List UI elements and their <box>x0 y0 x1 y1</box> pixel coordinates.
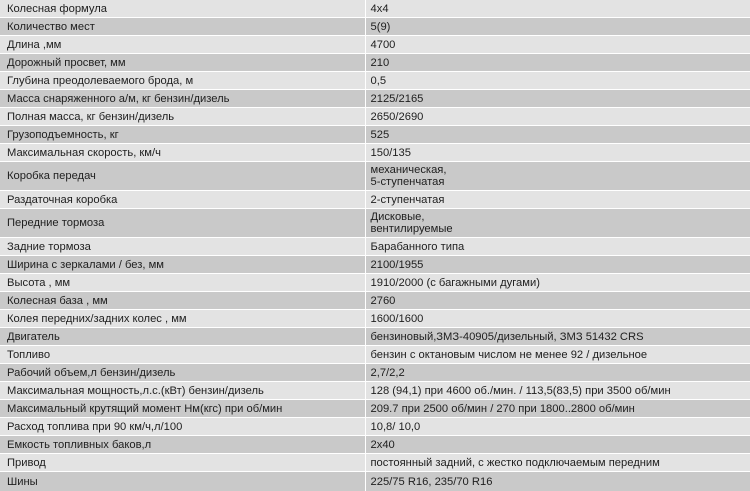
spec-value-line: 2125/2165 <box>371 93 750 105</box>
spec-value <box>365 310 750 328</box>
spec-value <box>365 0 750 18</box>
spec-value-line: 2,7/2,2 <box>371 367 750 379</box>
spec-label: Передние тормоза <box>0 209 365 238</box>
table-row <box>0 36 750 54</box>
spec-value-line: 525 <box>371 129 750 141</box>
spec-label: Топливо <box>0 346 365 364</box>
spec-value-line: Барабанного типа <box>371 241 750 253</box>
spec-value <box>365 274 750 292</box>
spec-label: Длина ,мм <box>0 36 365 54</box>
spec-value-line: постоянный задний, с жестко подключаемым передним <box>371 457 750 469</box>
spec-value-line: 209.7 при 2500 об/мин / 270 при 1800..2800 об/мин <box>371 403 750 415</box>
spec-value <box>365 346 750 364</box>
spec-value-line: механическая, <box>371 164 750 176</box>
table-row <box>0 400 750 418</box>
spec-value <box>365 382 750 400</box>
spec-label: Максимальная мощность,л.с.(кВт) бензин/дизель <box>0 382 365 400</box>
spec-label: Колесная база , мм <box>0 292 365 310</box>
spec-label: Колея передних/задних колес , мм <box>0 310 365 328</box>
spec-value-line: 2-ступенчатая <box>371 194 750 206</box>
spec-value <box>365 191 750 209</box>
spec-value <box>365 256 750 274</box>
spec-label: Полная масса, кг бензин/дизель <box>0 108 365 126</box>
spec-label: Коробка передач <box>0 162 365 191</box>
spec-value <box>365 126 750 144</box>
spec-label: Привод <box>0 454 365 472</box>
spec-value-line: вентилируемые <box>371 223 750 235</box>
table-row <box>0 162 750 191</box>
spec-value <box>365 472 750 491</box>
spec-label: Ширина с зеркалами / без, мм <box>0 256 365 274</box>
spec-label: Раздаточная коробка <box>0 191 365 209</box>
spec-value <box>365 18 750 36</box>
table-row <box>0 292 750 310</box>
spec-value <box>365 72 750 90</box>
spec-value <box>365 162 750 191</box>
spec-label: Емкость топливных баков,л <box>0 436 365 454</box>
table-row <box>0 436 750 454</box>
spec-label: Грузоподъемность, кг <box>0 126 365 144</box>
table-row <box>0 238 750 256</box>
table-row <box>0 209 750 238</box>
spec-label: Шины <box>0 472 365 491</box>
table-row <box>0 256 750 274</box>
table-row <box>0 144 750 162</box>
table-row <box>0 191 750 209</box>
spec-value-line: 150/135 <box>371 147 750 159</box>
spec-value <box>365 400 750 418</box>
spec-value-line: бензин с октановым числом не менее 92 / дизельное <box>371 349 750 361</box>
spec-value <box>365 144 750 162</box>
spec-value <box>365 328 750 346</box>
spec-value-line: 10,8/ 10,0 <box>371 421 750 433</box>
spec-value-line: 210 <box>371 57 750 69</box>
spec-value <box>365 436 750 454</box>
spec-value-line: 4х4 <box>371 3 750 15</box>
table-row <box>0 54 750 72</box>
spec-value <box>365 108 750 126</box>
spec-label: Колесная формула <box>0 0 365 18</box>
spec-value-line: 4700 <box>371 39 750 51</box>
spec-value <box>365 54 750 72</box>
spec-label: Количество мест <box>0 18 365 36</box>
spec-label: Глубина преодолеваемого брода, м <box>0 72 365 90</box>
spec-label: Расход топлива при 90 км/ч,л/100 <box>0 418 365 436</box>
table-row <box>0 346 750 364</box>
table-row <box>0 18 750 36</box>
table-row <box>0 328 750 346</box>
spec-label: Двигатель <box>0 328 365 346</box>
spec-label: Высота , мм <box>0 274 365 292</box>
spec-value-line: 2650/2690 <box>371 111 750 123</box>
table-row <box>0 0 750 18</box>
spec-label: Масса снаряженного а/м, кг бензин/дизель <box>0 90 365 108</box>
table-row <box>0 382 750 400</box>
spec-value <box>365 209 750 238</box>
table-row <box>0 274 750 292</box>
spec-value-line: 5-ступенчатая <box>371 176 750 188</box>
spec-value-line: 1910/2000 (с багажными дугами) <box>371 277 750 289</box>
table-row <box>0 364 750 382</box>
table-row <box>0 310 750 328</box>
spec-value <box>365 36 750 54</box>
spec-value-line: 5(9) <box>371 21 750 33</box>
spec-value-line: 2х40 <box>371 439 750 451</box>
spec-label: Задние тормоза <box>0 238 365 256</box>
spec-value <box>365 364 750 382</box>
spec-value <box>365 454 750 472</box>
spec-value <box>365 238 750 256</box>
spec-value-line: бензиновый,ЗМЗ-40905/дизельный, ЗМЗ 51432 CRS <box>371 331 750 343</box>
table-row <box>0 90 750 108</box>
spec-value-line: 2760 <box>371 295 750 307</box>
spec-value-line: Дисковые, <box>371 211 750 223</box>
spec-label: Дорожный просвет, мм <box>0 54 365 72</box>
spec-label: Максимальная скорость, км/ч <box>0 144 365 162</box>
table-row <box>0 472 750 491</box>
spec-label: Рабочий объем,л бензин/дизель <box>0 364 365 382</box>
spec-value <box>365 292 750 310</box>
spec-value <box>365 90 750 108</box>
table-row <box>0 418 750 436</box>
spec-value-line: 128 (94,1) при 4600 об./мин. / 113,5(83,5) при 3500 об/мин <box>371 385 750 397</box>
table-row <box>0 126 750 144</box>
spec-value-line: 1600/1600 <box>371 313 750 325</box>
table-row <box>0 108 750 126</box>
table-row <box>0 72 750 90</box>
spec-value-line: 0,5 <box>371 75 750 87</box>
spec-label: Максимальный крутящий момент Нм(кгс) при об/мин <box>0 400 365 418</box>
spec-value-line: 2100/1955 <box>371 259 750 271</box>
spec-value <box>365 418 750 436</box>
spec-value-line: 225/75 R16, 235/70 R16 <box>371 476 750 488</box>
table-row <box>0 454 750 472</box>
